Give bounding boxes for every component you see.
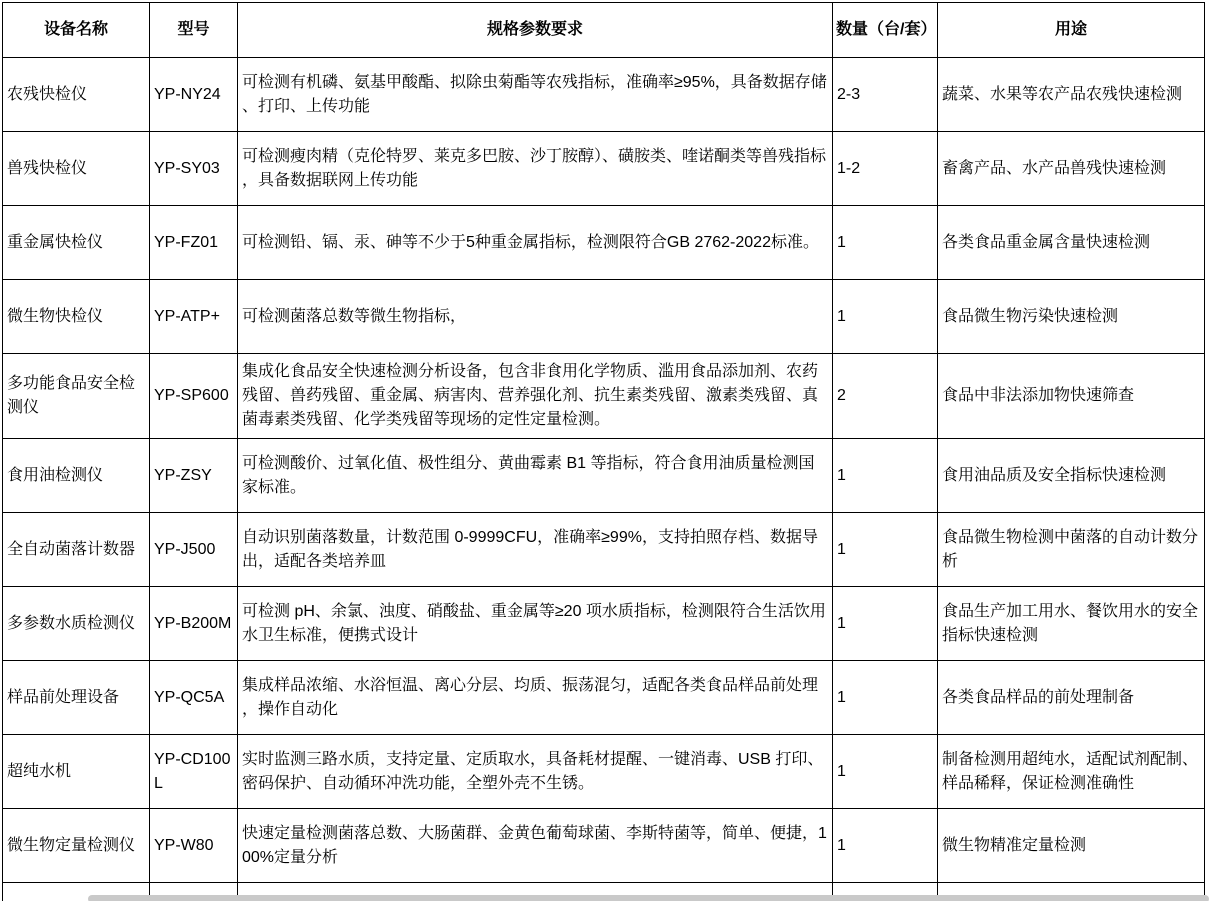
document-page — [0, 2, 1209, 901]
table-row — [3, 439, 1205, 513]
cell-equipment-name: 微生物快检仪 — [3, 280, 150, 354]
table-row — [3, 513, 1205, 587]
cell-model: YP-W80 — [150, 809, 238, 883]
cell-model: YP-NY24 — [150, 58, 238, 132]
cell-use: 微生物精准定量检测 — [938, 809, 1205, 883]
cell-use: 食品微生物污染快速检测 — [938, 280, 1205, 354]
cell-use: 各类食品重金属含量快速检测 — [938, 206, 1205, 280]
equipment-spec-table — [2, 2, 1205, 901]
cell-quantity: 1 — [833, 513, 938, 587]
cell-equipment-name: 重金属快检仪 — [3, 206, 150, 280]
cell-quantity: 1 — [833, 735, 938, 809]
cell-quantity: 1 — [833, 280, 938, 354]
cell-quantity: 1-2 — [833, 132, 938, 206]
cell-quantity: 2 — [833, 354, 938, 439]
table-row — [3, 280, 1205, 354]
cell-use: 蔬菜、水果等农产品农残快速检测 — [938, 58, 1205, 132]
cell-model: YP-SY03 — [150, 132, 238, 206]
cell-spec: 实时监测三路水质，支持定量、定质取水，具备耗材提醒、一键消毒、USB 打印、密码保护、自动循环冲洗功能，全塑外壳不生锈。 — [238, 735, 833, 809]
cell-quantity: 1 — [833, 809, 938, 883]
cell-model: YP-ATP+ — [150, 280, 238, 354]
cell-spec: 可检测 pH、余氯、浊度、硝酸盐、重金属等≥20 项水质指标，检测限符合生活饮用水卫生标准，便携式设计 — [238, 587, 833, 661]
cell-equipment-name: 多参数水质检测仪 — [3, 587, 150, 661]
table-row — [3, 58, 1205, 132]
table-row — [3, 206, 1205, 280]
cell-spec: 自动识别菌落数量，计数范围 0-9999CFU，准确率≥99%，支持拍照存档、数据导出，适配各类培养皿 — [238, 513, 833, 587]
cell-spec: 快速定量检测菌落总数、大肠菌群、金黄色葡萄球菌、李斯特菌等，简单、便捷，100%定量分析 — [238, 809, 833, 883]
table-row — [3, 587, 1205, 661]
horizontal-scrollbar-thumb[interactable] — [88, 895, 1209, 901]
cell-quantity: 1 — [833, 206, 938, 280]
cell-equipment-name: 全自动菌落计数器 — [3, 513, 150, 587]
cell-equipment-name: 兽残快检仪 — [3, 132, 150, 206]
cell-quantity: 1 — [833, 661, 938, 735]
cell-use: 制备检测用超纯水，适配试剂配制、样品稀释，保证检测准确性 — [938, 735, 1205, 809]
cell-use: 食品微生物检测中菌落的自动计数分析 — [938, 513, 1205, 587]
cell-spec: 集成样品浓缩、水浴恒温、离心分层、均质、振荡混匀，适配各类食品样品前处理，操作自动化 — [238, 661, 833, 735]
cell-use: 畜禽产品、水产品兽残快速检测 — [938, 132, 1205, 206]
cell-spec: 可检测菌落总数等微生物指标， — [238, 280, 833, 354]
cell-model: YP-SP600 — [150, 354, 238, 439]
cell-equipment-name: 样品前处理设备 — [3, 661, 150, 735]
table-row — [3, 354, 1205, 439]
table-row — [3, 809, 1205, 883]
cell-model: YP-ZSY — [150, 439, 238, 513]
column-header-spec: 规格参数要求 — [238, 3, 833, 58]
cell-spec: 可检测有机磷、氨基甲酸酯、拟除虫菊酯等农残指标，准确率≥95%，具备数据存储、打印、上传功能 — [238, 58, 833, 132]
cell-quantity: 1 — [833, 439, 938, 513]
cell-use: 食品中非法添加物快速筛查 — [938, 354, 1205, 439]
cell-model: YP-FZ01 — [150, 206, 238, 280]
cell-equipment-name: 微生物定量检测仪 — [3, 809, 150, 883]
cell-equipment-name: 农残快检仪 — [3, 58, 150, 132]
column-header-equipment-name: 设备名称 — [3, 3, 150, 58]
cell-use: 食用油品质及安全指标快速检测 — [938, 439, 1205, 513]
table-header-row — [3, 3, 1205, 58]
cell-use: 各类食品样品的前处理制备 — [938, 661, 1205, 735]
cell-equipment-name: 多功能食品安全检测仪 — [3, 354, 150, 439]
cell-model: YP-CD100L — [150, 735, 238, 809]
cell-model: YP-QC5A — [150, 661, 238, 735]
cell-quantity: 1 — [833, 587, 938, 661]
cell-use: 食品生产加工用水、餐饮用水的安全指标快速检测 — [938, 587, 1205, 661]
table-body — [3, 58, 1205, 883]
table-row — [3, 661, 1205, 735]
cell-spec: 可检测酸价、过氧化值、极性组分、黄曲霉素 B1 等指标，符合食用油质量检测国家标准。 — [238, 439, 833, 513]
table-row — [3, 132, 1205, 206]
cell-quantity: 2-3 — [833, 58, 938, 132]
cell-spec: 可检测铅、镉、汞、砷等不少于5种重金属指标，检测限符合GB 2762-2022标准。 — [238, 206, 833, 280]
cell-model: YP-J500 — [150, 513, 238, 587]
cell-spec: 可检测瘦肉精（克伦特罗、莱克多巴胺、沙丁胺醇）、磺胺类、喹诺酮类等兽残指标，具备数据联网上传功能 — [238, 132, 833, 206]
cell-equipment-name: 超纯水机 — [3, 735, 150, 809]
column-header-use: 用途 — [938, 3, 1205, 58]
cell-model: YP-B200M — [150, 587, 238, 661]
column-header-model: 型号 — [150, 3, 238, 58]
cell-equipment-name: 食用油检测仪 — [3, 439, 150, 513]
table-row — [3, 735, 1205, 809]
cell-spec: 集成化食品安全快速检测分析设备，包含非食用化学物质、滥用食品添加剂、农药残留、兽药残留、重金属、病害肉、营养强化剂、抗生素类残留、激素类残留、真菌毒素类残留、化学类残留等现场的定性定量检测。 — [238, 354, 833, 439]
column-header-quantity: 数量（台/套） — [833, 3, 938, 58]
